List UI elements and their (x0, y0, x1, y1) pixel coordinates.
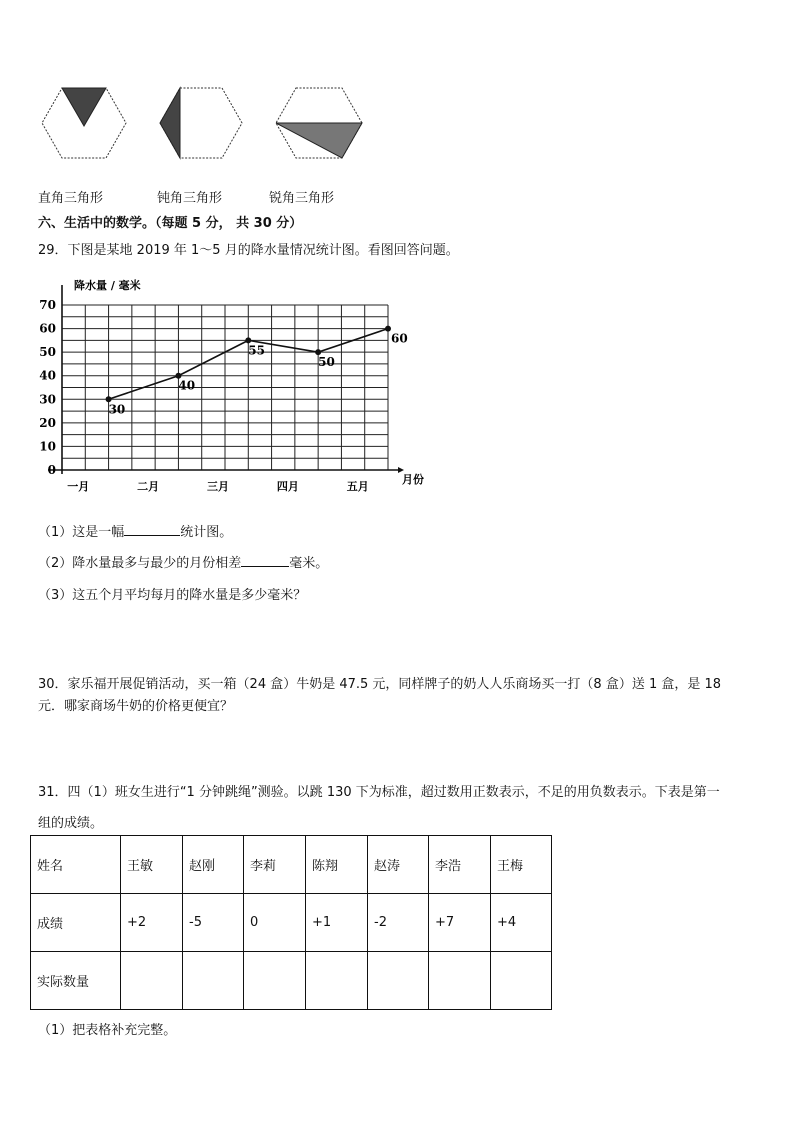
table-cell: 成绩 (31, 894, 121, 952)
table-cell-input[interactable] (121, 952, 183, 1010)
y-tick-label: 0 (47, 463, 56, 477)
table-cell-input[interactable] (429, 952, 491, 1010)
q31-line1: 31．四（1）班女生进行“1 分钟跳绳”测验。以跳 130 下为标准，超过数用正数表示，不足的用负数表示。下表是第一 (38, 785, 720, 800)
x-tick-label: 一月 (67, 480, 90, 493)
hexagon-label-acute: 锐角三角形 (269, 191, 335, 206)
table-row-scores (31, 894, 552, 952)
data-label: 30 (108, 402, 126, 417)
table-cell: 李莉 (244, 836, 306, 894)
hexagon-label-obtuse: 钝角三角形 (157, 191, 223, 206)
score-table (30, 835, 552, 1010)
data-label: 50 (318, 355, 335, 370)
q29-sub2-pre: （2）降水量最多与最少的月份相差 (38, 556, 242, 571)
chart-y-ticks (39, 298, 56, 477)
table-cell: 赵刚 (183, 836, 244, 894)
x-tick-label: 五月 (346, 480, 369, 493)
table-cell-input[interactable] (491, 952, 552, 1010)
y-tick-label: 10 (39, 439, 56, 454)
y-tick-label: 50 (39, 345, 56, 360)
table-cell: 赵涛 (368, 836, 429, 894)
q29-sub3: （3）这五个月平均每月的降水量是多少毫米？ (38, 588, 307, 603)
table-row-names (31, 836, 552, 894)
hexagon-label-right: 直角三角形 (38, 191, 104, 206)
section-title: 六、生活中的数学。（每题 5 分， 共 30 分） (38, 216, 303, 231)
y-tick-label: 70 (39, 298, 56, 312)
table-cell: +2 (121, 894, 183, 952)
table-cell: +7 (429, 894, 491, 952)
table-cell: +4 (491, 894, 552, 952)
x-tick-label: 三月 (207, 480, 230, 493)
table-cell: 李浩 (429, 836, 491, 894)
y-tick-label: 40 (39, 368, 56, 383)
table-cell: 实际数量 (31, 952, 121, 1010)
data-label: 40 (178, 378, 196, 393)
table-cell: 王敏 (121, 836, 183, 894)
table-cell: -5 (183, 894, 244, 952)
q30-line1: 30．家乐福开展促销活动，买一箱（24 盒）牛奶是 47.5 元，同样牌子的奶人人乐商场买一打（8 盒）送 1 盒，是 18 (38, 677, 722, 692)
table-cell-input[interactable] (368, 952, 429, 1010)
q29-sub2-post: 毫米。 (289, 556, 329, 571)
table-cell: 陈翔 (306, 836, 368, 894)
table-row-actual (31, 952, 552, 1010)
hexagon-figures (30, 78, 370, 168)
q29-sub1-blank[interactable] (124, 521, 180, 536)
hexagon-obtuse-triangle (160, 88, 242, 158)
table-cell-input[interactable] (244, 952, 306, 1010)
table-cell: -2 (368, 894, 429, 952)
q29-sub2-blank[interactable] (241, 552, 289, 567)
table-cell: 姓名 (31, 836, 121, 894)
chart-y-axis-label: 降水量 / 毫米 (74, 279, 141, 292)
q29-sub1 (38, 521, 232, 540)
table-cell: 王梅 (491, 836, 552, 894)
chart-x-axis-label: 月份 (402, 473, 424, 486)
q30-line2: 元．哪家商场牛奶的价格更便宜？ (38, 699, 234, 714)
y-tick-label: 30 (39, 392, 56, 407)
table-cell: 0 (244, 894, 306, 952)
table-cell-input[interactable] (183, 952, 244, 1010)
hexagon-acute-triangle (276, 88, 362, 158)
q29-sub2 (38, 552, 328, 571)
q31-line2: 组的成绩。 (38, 816, 104, 831)
rainfall-line-chart (38, 270, 438, 500)
chart-x-ticks (67, 480, 368, 493)
q31-sub1: （1）把表格补充完整。 (38, 1023, 177, 1038)
y-tick-label: 60 (39, 321, 56, 336)
data-label: 60 (391, 331, 408, 346)
y-tick-label: 20 (39, 415, 56, 430)
chart-data-labels (109, 332, 408, 417)
table-cell: +1 (306, 894, 368, 952)
q29-sub1-post: 统计图。 (180, 525, 233, 540)
x-tick-label: 四月 (276, 480, 299, 493)
table-cell-input[interactable] (306, 952, 368, 1010)
hexagon-right-triangle (42, 88, 126, 158)
x-tick-label: 二月 (137, 480, 160, 493)
q29-intro: 29．下图是某地 2019 年 1～5 月的降水量情况统计图。看图回答问题。 (38, 243, 459, 258)
q29-sub1-pre: （1）这是一幅 (38, 525, 125, 540)
data-label: 55 (248, 343, 265, 358)
chart-grid (48, 285, 404, 474)
